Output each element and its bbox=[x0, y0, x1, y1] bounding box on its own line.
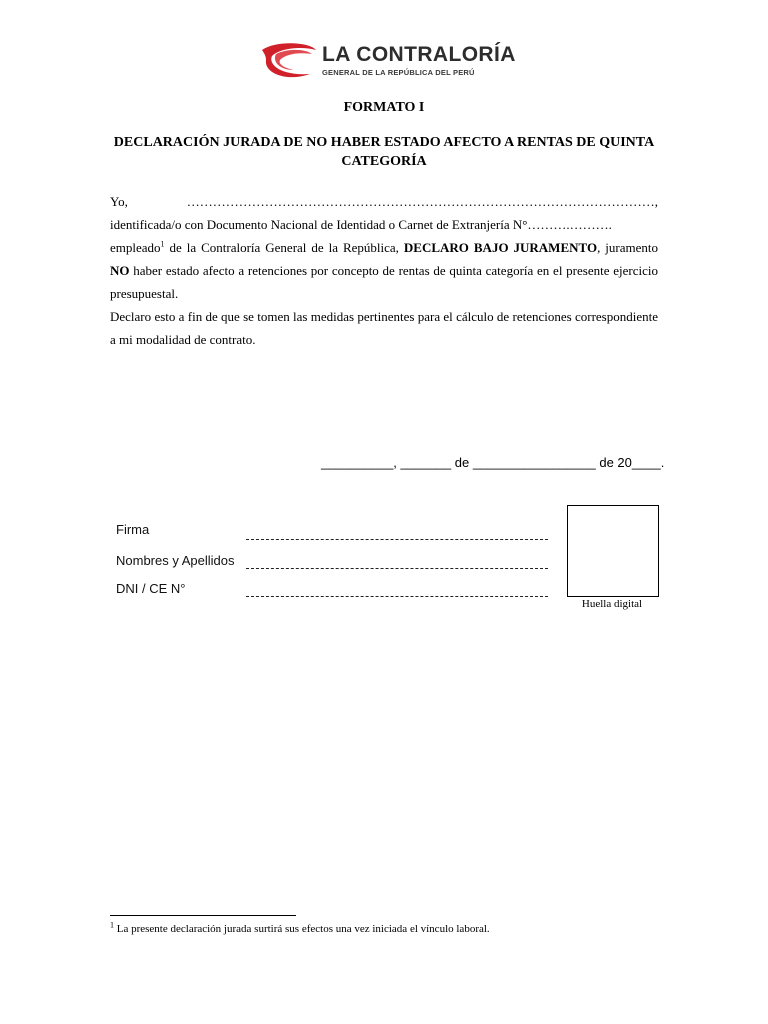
contraloria-logo bbox=[258, 38, 518, 88]
full-name-label: Nombres y Apellidos bbox=[116, 553, 235, 568]
dni-line[interactable] bbox=[246, 596, 548, 597]
fingerprint-box[interactable] bbox=[567, 505, 659, 597]
declaro-text: DECLARO BAJO JURAMENTO bbox=[403, 240, 598, 255]
rest-text: haber estado afecto a retenciones por concepto de rentas de quinta categoría en el presente ejercicio presupuestal. bbox=[110, 263, 658, 301]
date-line: __________, _______ de _________________ de 20____. bbox=[321, 455, 665, 470]
footnote bbox=[110, 920, 490, 935]
logo-name: LA CONTRALORÍA bbox=[322, 43, 516, 66]
fingerprint-label: Huella digital bbox=[581, 598, 643, 610]
name-line bbox=[110, 190, 658, 213]
footnote-ref: 1 bbox=[160, 239, 165, 249]
name-dots: ………………………………………………………………………………………………, bbox=[186, 194, 658, 209]
employee-prefix: empleado bbox=[110, 240, 161, 255]
declaration-paragraph bbox=[110, 236, 658, 305]
footnote-divider bbox=[110, 915, 296, 916]
comma: , bbox=[597, 240, 601, 255]
id-line: identificada/o con Documento Nacional de Identidad o Carnet de Extranjería N°……….………. bbox=[110, 217, 612, 232]
no-text: NO bbox=[110, 263, 130, 278]
signature-label: Firma bbox=[116, 522, 150, 537]
second-paragraph: Declaro esto a fin de que se tomen las medidas pertinentes para el cálculo de retenciones correspondiente a mi modalidad de contrato. bbox=[110, 309, 658, 347]
dni-label: DNI / CE N° bbox=[116, 581, 186, 596]
footnote-number: 1 bbox=[110, 920, 114, 930]
format-title: FORMATO I bbox=[343, 100, 425, 115]
declaration-title: DECLARACIÓN JURADA DE NO HABER ESTADO AFECTO A RENTAS DE QUINTA CATEGORÍA bbox=[113, 135, 655, 169]
employee-rest: de la Contraloría General de la República, bbox=[164, 240, 404, 255]
declaration-body bbox=[110, 190, 658, 351]
full-name-line[interactable] bbox=[246, 568, 548, 569]
yo-label: Yo, bbox=[110, 194, 128, 209]
juramento-text: juramento bbox=[605, 240, 658, 255]
signature-line[interactable] bbox=[246, 539, 548, 540]
footnote-text: La presente declaración jurada surtirá sus efectos una vez iniciada el vínculo laboral. bbox=[114, 923, 490, 935]
swoosh-logo-icon bbox=[258, 40, 318, 82]
logo-subtitle: GENERAL DE LA REPÚBLICA DEL PERÚ bbox=[322, 68, 475, 77]
